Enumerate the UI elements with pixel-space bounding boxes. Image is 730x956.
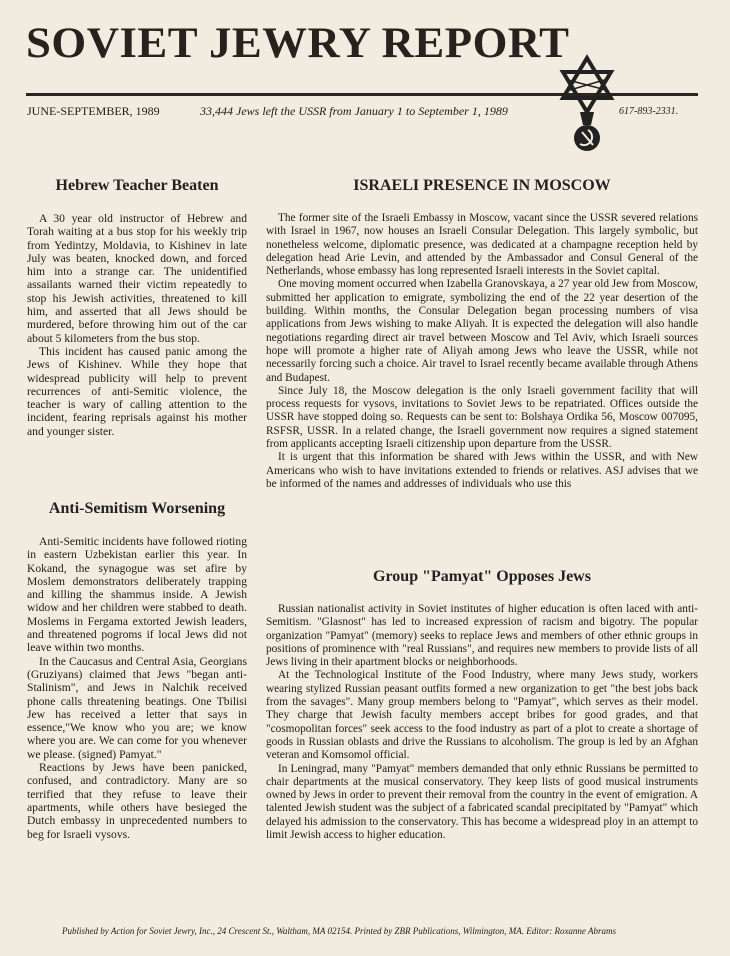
- paragraph: In the Caucasus and Central Asia, Georgians (Gruziyans) claimed that Jews "began anti-Stalinism", and Jews in Nalchik received phone calls threatening beatings. One Tbilisi Jew has received a letter that says in essence,"We know who you are; we know where you are. We can come for you whenever we please. (signed) Pamyat.": [27, 654, 247, 761]
- headline-teacher: Hebrew Teacher Beaten: [55, 177, 219, 194]
- publication-footer: Published by Action for Soviet Jewry, Inc., 24 Crescent St., Waltham, MA 02154. Printed by ZBR Publications, Wilmington, MA. Editor: Roxanne Abrams: [62, 926, 617, 936]
- phone-number: 617-893-2331.: [619, 106, 679, 117]
- paragraph: The former site of the Israeli Embassy in Moscow, vacant since the USSR severed relations with Israel in 1967, now houses an Israeli Consular Delegation. This largely symbolic, but nonetheless welcome, diplomatic presence, was dedicated at a champagne reception held by delegation head Arie Levin, and attended by the Ambassador and Consul General of the Netherlands, whose embassy has long represented Israeli interests in the Soviet capital.: [266, 212, 698, 278]
- headline-anti-semitism: Anti-Semitism Worsening: [48, 500, 226, 517]
- article-pamyat: [266, 567, 698, 842]
- headline-israeli-presence: ISRAELI PRESENCE IN MOSCOW: [353, 177, 611, 194]
- paragraph: In Leningrad, many "Pamyat" members demanded that only ethnic Russians be permitted to chair departments at the musical conservatory. They keep lists of good musical instruments owned by Jews in order to prevent their removal from the country in the event of emigration. A talented Jewish student was the subject of a fabricated scandal precipitated by "Pamyat" which delayed his admission to the conservatory. This has become a widespread ploy in an attempt to limit Jewish access to higher education.: [266, 762, 698, 842]
- article-body: [27, 212, 247, 438]
- paragraph: A 30 year old instructor of Hebrew and Torah waiting at a bus stop for his weekly trip from Yedintzy, Moldavia, to Kishinev in late July was beaten, knocked down, and forced him into a strange car. The unidentified assailants warned their victim repeatedly to stop his Jewish activities, threatened to kill him, and asserted that all Jews should be murdered, before throwing him out of the car about 5 kilometers from the bus stop.: [27, 212, 247, 345]
- star-of-david-hammer-sickle-emblem: [558, 52, 616, 162]
- paragraph: This incident has caused panic among the Jews of Kishinev. While they hope that widespread publicity will help to prevent recurrences of anti-Semitic violence, the teacher is wary of calling attention to the incident, fearing reprisals against his mother and younger sister.: [27, 344, 247, 438]
- article-body: [266, 603, 698, 842]
- masthead-title: SOVIET JEWRY REPORT: [26, 20, 570, 67]
- paragraph: Since July 18, the Moscow delegation is the only Israeli government facility that will process requests for vysovs, invitations to Soviet Jews to be repatriated. Offices outside the USSR have stopped doing so. Requests can be sent to: Bolshaya Ordika 56, Moscow 007095, RSFSR, USSR. In a related change, the Israeli government now requires a signed statement from applicants accepting Israeli citizenship upon departure from the USSR.: [266, 384, 698, 451]
- article-hebrew-teacher: [27, 176, 247, 438]
- issue-date: JUNE-SEPTEMBER, 1989: [27, 104, 160, 118]
- article-israeli-presence: [266, 176, 698, 491]
- emigration-tagline: 33,444 Jews left the USSR from January 1 to September 1, 1989: [200, 104, 508, 118]
- article-body: [266, 212, 698, 491]
- paragraph: Reactions by Jews have been panicked, confused, and contradictory. Many are so terrified that they refuse to leave their apartments, while others have besieged the Dutch embassy in unprecedented numbers to beg for Israeli vysovs.: [27, 761, 247, 841]
- paragraph: Russian nationalist activity in Soviet institutes of higher education is often laced with anti-Semitism. "Glasnost" has led to increased expression of racism and bigotry. The popular organization "Pamyat" (memory) seeks to replace Jews and members of other ethnic groups in positions of prominence with "real Russians", and requires new members to provide lists of all Jews living in their apartment blocks or neighborhoods.: [266, 603, 698, 669]
- paragraph: It is urgent that this information be shared with Jews within the USSR, and with New Americans who wish to have invitations extended to friends or relatives. ASJ advises that we be informed of the names and addresses of individuals who use this: [266, 451, 698, 490]
- paragraph: At the Technological Institute of the Food Industry, where many Jews study, workers wearing stylized Russian peasant outfits formed a new organization to get "the best jobs back from the savages". Many group members belong to "Pamyat", which serves as their model. They charge that Jewish faculty members accept bribes for good grades, and that "cosmopolitan forces" seek access to the food industry as part of a plot to create a shortage of goods in Russian oblasts and drive the Russians to alcoholism. The group is led by an Afghan veteran and Komsomol official.: [266, 669, 698, 762]
- article-body: [27, 535, 247, 841]
- paragraph: One moving moment occurred when Izabella Granovskaya, a 27 year old Jew from Moscow, submitted her application to emigrate, symbolizing the end of the 22 year desertion of the building. Within months, the Consular Delegation began processing numbers of visa applications from Jews wishing to make Aliyah. It is expected the delegation will also handle negotiations regarding direct air travel between Moscow and Tel Aviv, which Israeli sources hope will promote a higher rate of Aliyah among Jews who leave the USSR, while not necessarily forcing such a choice. Air travel to Israel recently became available through Athens and Budapest.: [266, 278, 698, 384]
- paragraph: Anti-Semitic incidents have followed rioting in eastern Uzbekistan earlier this year. In Kokand, the synagogue was set afire by Moslem demonstrators deliberately trapping and killing the shammus inside. A Jewish widow and her children were stabbed to death. Moslems in Fergama extorted Jewish leaders, and threatened pogroms if local Jews did not leave within two months.: [27, 535, 247, 655]
- hammer-sickle-icon: [574, 125, 600, 151]
- headline-pamyat: Group "Pamyat" Opposes Jews: [373, 568, 591, 585]
- barbed-wire-icon: [568, 80, 606, 90]
- article-anti-semitism: [27, 499, 247, 841]
